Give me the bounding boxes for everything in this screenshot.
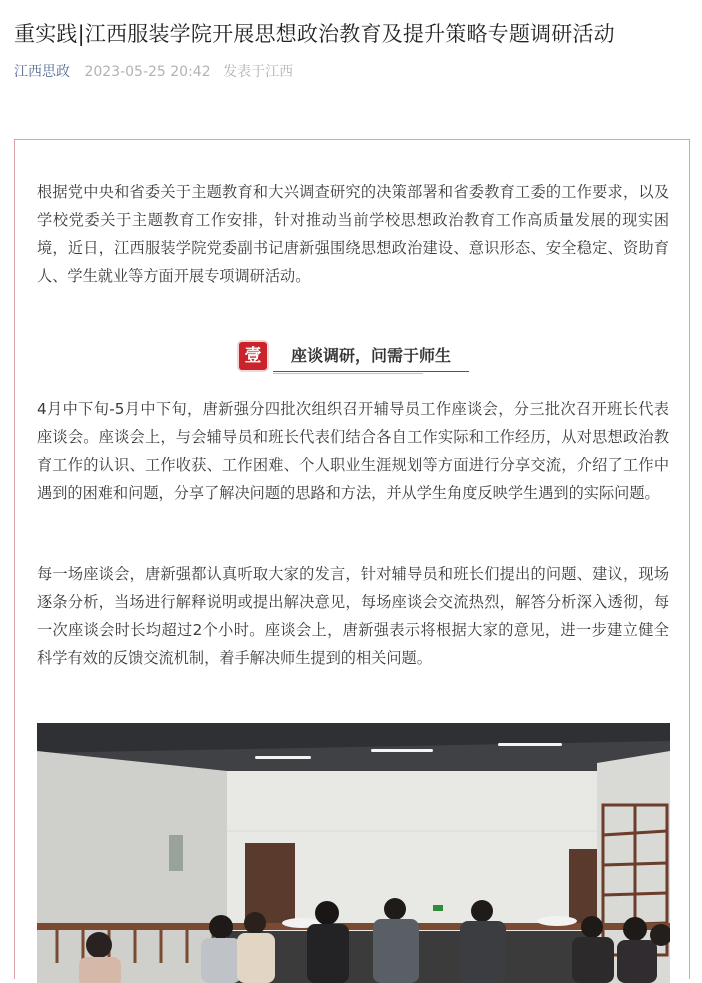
paragraph-seminar-overview: 4月中下旬-5月中下旬，唐新强分四批次组织召开辅导员工作座谈会，分三批次召开班长代表座谈会。座谈会上，与会辅导员和班长代表们结合各自工作实际和工作经历，从对思想政治教育工作的认识、工作收获、工作困难、个人职业生涯规划等方面进行分享交流，介绍了工作中遇到的困难和问题，分享了解决问题的思路和方法，并从学生角度反映学生遇到的实际问题。 — [37, 400, 669, 502]
section-number-badge: 壹 — [239, 342, 267, 370]
article-title: 重实践|江西服装学院开展思想政治教育及提升策略专题调研活动 — [14, 22, 615, 46]
meeting-photo-illustration — [37, 723, 670, 983]
paragraph-seminar-detail: 每一场座谈会，唐新强都认真听取大家的发言，针对辅导员和班长们提出的问题、建议，现场逐条分析，当场进行解释说明或提出解决意见，每场座谈会交流热烈，解答分析深入透彻，每一次座谈会时长均超过2个小时。座谈会上，唐新强表示将根据大家的意见，进一步建立健全科学有效的反馈交流机制，着手解决师生提到的相关问题。 — [37, 565, 669, 667]
section-heading — [239, 340, 469, 376]
section-underline-secondary — [273, 373, 423, 374]
article-meta — [14, 62, 293, 82]
article-content-frame — [14, 139, 690, 979]
section-underline — [273, 371, 469, 372]
section-title: 座谈调研，问需于师生 — [291, 346, 452, 365]
account-name-link[interactable]: 江西思政 — [14, 64, 70, 80]
paragraph-intro: 根据党中央和省委关于主题教育和大兴调查研究的决策部署和省委教育工委的工作要求，以及学校党委关于主题教育工作安排，针对推动当前学校思想政治教育工作高质量发展的现实困境，近日，江西服装学院党委副书记唐新强围绕思想政治建设、意识形态、安全稳定、资助育人、学生就业等方面开展专项调研活动。 — [37, 183, 669, 285]
meeting-photo[interactable] — [37, 723, 670, 983]
publish-location: 发表于江西 — [223, 64, 294, 80]
publish-time: 2023-05-25 20:42 — [84, 64, 211, 80]
